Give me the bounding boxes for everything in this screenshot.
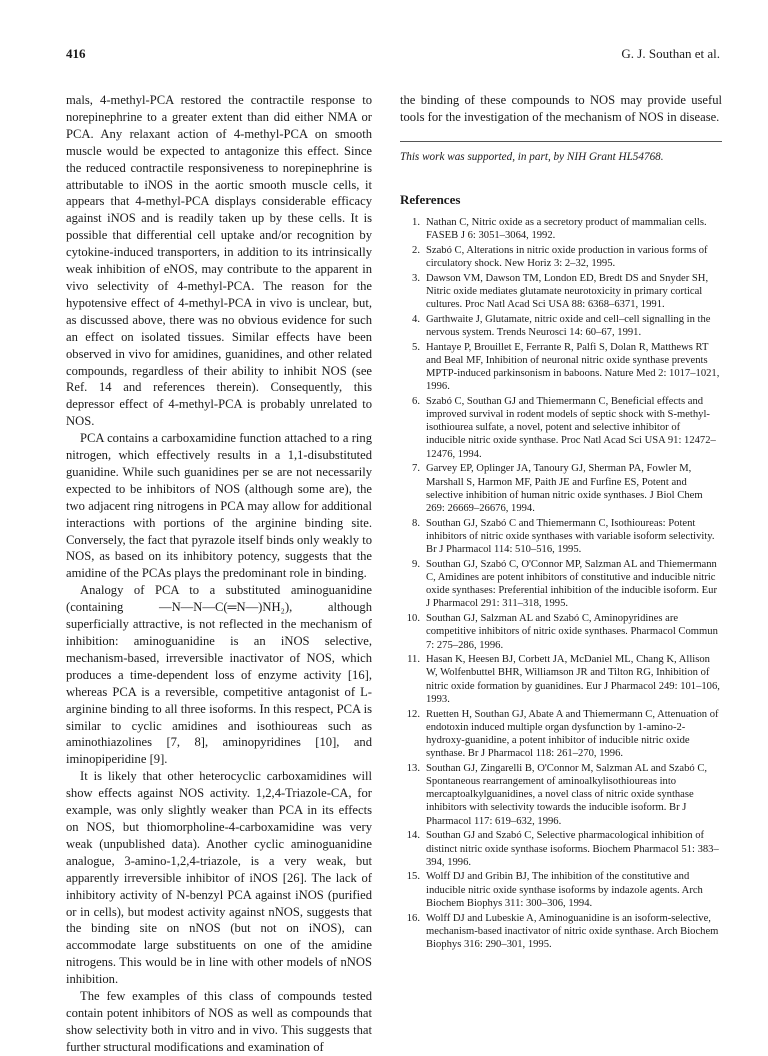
reference-item [400,341,722,394]
reference-text: Hasan K, Heesen BJ, Corbett JA, McDaniel ML, Chang K, Allison W, Wolfenbuttel BHR, Williamson JR and Tilton RG, Inhibition of nitric oxide formation by guanidines. Eur J Pharmacol 249: 101–106, 1993. [426,654,720,705]
reference-item [400,395,722,461]
reference-item [400,762,722,828]
reference-number: 15. [406,871,420,883]
reference-text: Southan GJ, Zingarelli B, O'Connor M, Salzman AL and Szabó C, Spontaneous rearrangement of aminoalkylisothioureas into mercaptoalkylguanidines, a novel class of nitric oxide synthase inhibitors with selectivity towards the inducible isoform. Br J Pharmacol 117: 619–632, 1996. [426,762,708,827]
reference-text: Szabó C, Southan GJ and Thiemermann C, Beneficial effects and improved survival in rodent models of septic shock with S-methyl-isothiourea sulfate, a novel, potent and selective inhibitor of inducible nitric oxide synthase. Proc Natl Acad Sci USA 91: 12472–12476, 1994. [426,395,716,460]
reference-number: 11. [407,654,420,666]
reference-item [400,517,722,557]
reference-text: Wolff DJ and Gribin BJ, The inhibition of the constitutive and inducible nitric oxide synthase isoforms by indazole agents. Arch Biochem Biophys 311: 300–306, 1994. [426,871,703,909]
references-list [400,216,722,951]
reference-text: Ruetten H, Southan GJ, Abate A and Thiemermann C, Attenuation of endotoxin induced multiple organ dysfunction by 1-amino-2-hydroxy-guanidine, a potent inhibitor of inducible nitric oxide synthase. Br J Pharmacol 118: 261–270, 1996. [426,708,719,760]
left-column [66,92,372,1056]
reference-item [400,870,722,910]
right-column [400,92,722,953]
reference-text: Southan GJ, Szabó C, O'Connor MP, Salzman AL and Thiemermann C, Amidines are potent inhibitors of constitutive and inducible nitric oxide synthases: Preferential inhibition of the inducible isoform. Eur J Pharmacol 291: 311–318, 1995. [426,558,717,610]
reference-number: 16. [406,912,420,924]
reference-text: Southan GJ, Salzman AL and Szabó C, Aminopyridines are competitive inhibitors of nitric oxide synthases. Pharmacol Commun 7: 275–286, 1996. [426,613,718,651]
reference-number: 9. [412,558,420,570]
divider [400,141,722,142]
reference-item [400,313,722,339]
reference-number: 14. [406,830,420,842]
reference-number: 2. [412,244,420,256]
reference-item [400,558,722,611]
reference-item [400,216,722,242]
page-number: 416 [66,46,86,61]
reference-item [400,244,722,270]
paragraph-continuation: the binding of these compounds to NOS may provide useful tools for the investigation of the mechanism of NOS in disease. [400,93,722,124]
reference-item [400,912,722,952]
reference-text: Nathan C, Nitric oxide as a secretory product of mammalian cells. FASEB J 6: 3051–3064, 1992. [426,216,707,241]
reference-number: 4. [412,313,420,325]
reference-number: 5. [412,341,420,353]
reference-text: Hantaye P, Brouillet E, Ferrante R, Palfi S, Dolan R, Matthews RT and Beal MF, Inhibition of neuronal nitric oxide synthase prevents MPTP-induced parkinsonism in baboons. Nature Med 2: 1017–1021, 1996. [426,341,720,393]
paragraph: mals, 4-methyl-PCA restored the contractile response to norepinephrine to a greater extent than did either NMA or PCA. Any relaxant action of 4-methyl-PCA on smooth muscle would be expected to antagonize this effect. Since the reduced contractile responsiveness to norepinephrine is attributable to iNOS in the aortic smooth muscle cells, it appears that 4-methyl-PCA displays considerable efficacy against iNOS and is readily taken up by these cells. It is possible that differential cell uptake and/or recognition by cytokine-induced transporters, in addition to its intrinsically weak inhibition of eNOS, may contribute to the apparent in vivo selectivity of 4-methyl-PCA. The reason for the hypotensive effect of 4-methyl-PCA in vivo is unclear, but, as discussed above, there was no obvious evidence for such an effect on isolated tissues. Similar effects have been observed in vivo for amidines, guanidines, and other related compounds, regardless of their ability to inhibit NOS (see Ref. 14 and references therein). Consequently, this depressor effect of 4-methyl-PCA is probably unrelated to NOS. [66,93,372,429]
reference-text: Garvey EP, Oplinger JA, Tanoury GJ, Sherman PA, Fowler M, Marshall S, Harmon MF, Paith JE and Furfine ES, Potent and selective inhibition of human nitric oxide synthases. J Biol Chem 269: 26669–26676, 1994. [426,463,703,514]
reference-text: Dawson VM, Dawson TM, London ED, Bredt DS and Snyder SH, Nitric oxide mediates glutamate neurotoxicity in primary cortical cultures. Proc Natl Acad Sci USA 88: 6368–6371, 1991. [426,272,709,310]
reference-number: 7. [412,463,420,475]
paragraph: PCA contains a carboxamidine function attached to a ring nitrogen, which effectively results in a 1,1-disubstituted guanidine. While such guanidines per se are not necessarily expected to be inhibitors of NOS (although some are), the two adjacent ring nitrogens in PCA may allow for additional interactions with portions of the arginine binding site. Conversely, the fact that pyrazole itself binds only weakly to NOS, as based on its inhibitory potency, suggests that the amidine of the PCAs plays the predominant role in binding. [66,431,372,581]
running-head: G. J. Southan et al. [621,46,720,61]
reference-text: Szabó C, Alterations in nitric oxide production in various forms of circulatory shock. New Horiz 3: 2–32, 1995. [426,244,708,269]
reference-number: 3. [412,272,420,284]
references-heading: References [400,191,461,207]
reference-text: Southan GJ and Szabó C, Selective pharmacological inhibition of distinct nitric oxide synthase isoforms. Biochem Pharmacol 51: 383–394, 1996. [426,830,719,868]
paragraph: Analogy of PCA to a substituted aminoguanidine (containing —N—N—C(═N—)NH₂), although superficially attractive, is not reflected in the mechanism of inhibition: aminoguanidine is an iNOS selective, mechanism-based, irreversible inactivator of NOS, which produces a time-dependent loss of enzyme activity [16], whereas PCA is a reversible, competitive antagonist of L-arginine binding to all three isoforms. In this respect, PCA is similar to cyclic amidines and isothioureas such as aminothiazolines [7, 8], aminopyridines [10], and iminopiperidine [9]. [66,583,372,767]
acknowledgement: This work was supported, in part, by NIH Grant HL54768. [400,150,664,163]
reference-text: Southan GJ, Szabó C and Thiemermann C, Isothioureas: Potent inhibitors of nitric oxide synthases with variable isoform selectivity. Br J Pharmacol 114: 510–516, 1995. [426,517,715,556]
reference-text: Wolff DJ and Lubeskie A, Aminoguanidine is an isoform-selective, mechanism-based inactivator of nitric oxide synthase. Arch Biochem Biophys 316: 290–301, 1995. [426,912,719,950]
reference-item [400,653,722,706]
reference-number: 12. [406,708,420,720]
reference-text: Garthwaite J, Glutamate, nitric oxide and cell–cell signalling in the nervous system. Trends Neurosci 14: 60–67, 1991. [426,313,711,338]
reference-number: 8. [412,517,420,529]
reference-number: 10. [406,613,420,625]
reference-number: 6. [412,395,420,407]
paragraph: It is likely that other heterocyclic carboxamidines will show effects against NOS activity. 1,2,4-Triazole-CA, for example, was only slightly weaker than PCA in its effects on NOS, but thiomorpholine-4-carboxamidine was very weak (unpublished data). Another cyclic aminoguanidine analogue, 3-amino-1,2,4-triazole, is a very weak, but apparently irreversible inhibitor of iNOS [26]. The lack of inhibitory activity of N-benzyl PCA against iNOS (purified or in cells), but modest activity against nNOS, suggests that the binding site on nNOS (but not on iNOS), can accommodate large substituents on one of the amidine nitrogens. This would be in line with other models of nNOS inhibition. [66,769,372,987]
reference-item [400,272,722,312]
reference-item [400,462,722,515]
reference-number: 1. [412,216,420,228]
reference-number: 13. [406,762,420,774]
reference-item [400,708,722,761]
reference-item [400,829,722,869]
paragraph: The few examples of this class of compounds tested contain potent inhibitors of NOS as well as compounds that show selectivity both in vitro and in vivo. This suggests that further structural modifications and examination of [66,989,372,1054]
reference-item [400,612,722,652]
